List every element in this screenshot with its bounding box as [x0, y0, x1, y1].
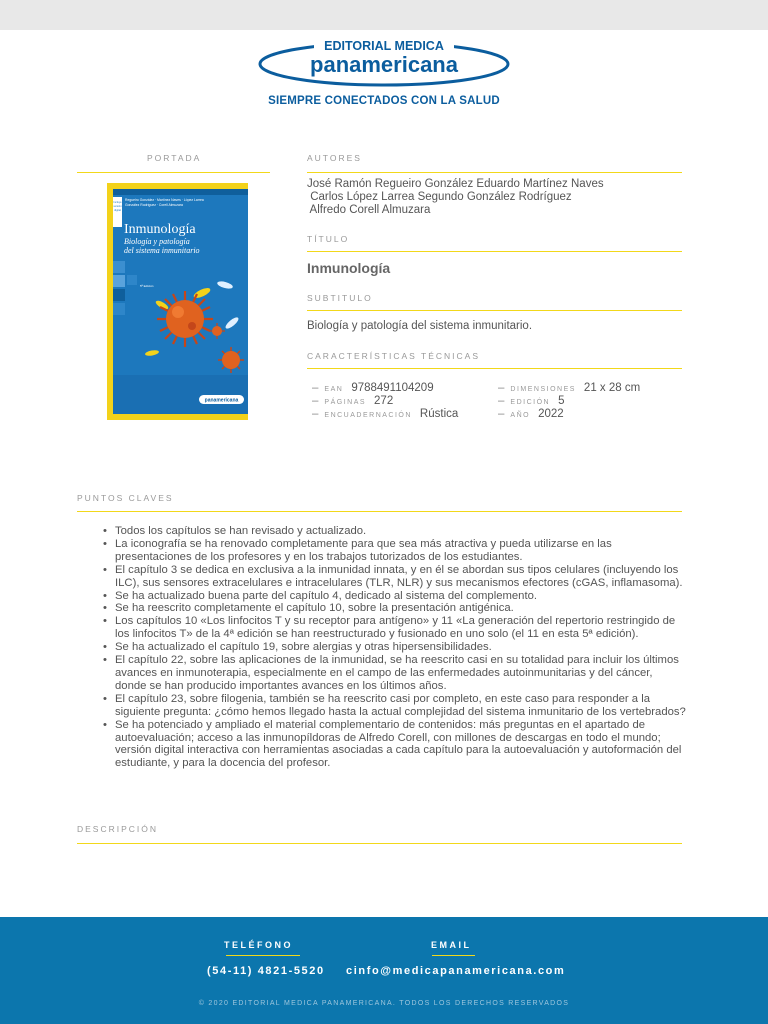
label-descripcion: DESCRIPCIÓN	[77, 824, 159, 834]
spec-paginas: – PÁGINAS 272	[312, 395, 394, 407]
author-line: Alfredo Corell Almuzara	[307, 204, 431, 216]
spec-ean: – EAN 9788491104209	[312, 382, 434, 394]
cover-edition: 5ª Edición	[140, 284, 154, 288]
cover-subtitle-2: del sistema inmunitario	[124, 246, 200, 255]
spec-encuadernacion: – ENCUADERNACIÓN Rústica	[312, 408, 459, 420]
key-points-list	[77, 525, 687, 770]
cover-publisher: panamericana	[204, 397, 239, 404]
footer-underline	[226, 955, 300, 956]
list-item: • Se ha actualizado buena parte del capítulo 4, dedicado al sistema del complemento.	[77, 590, 687, 603]
list-item: • Se ha potenciado y ampliado el material complementario de contenidos: más preguntas en el apartado de autoevaluación; acceso a las inmunopíldoras de Alfredo Corell, con millones de descargas en todo el mundo; versión digital interactiva con herramientas asociadas a cada capítulo para la autoevaluación y autoformación del estudiante, y para la docencia del profesor.	[77, 719, 687, 771]
footer-underline	[432, 955, 475, 956]
tagline: SIEMPRE CONECTADOS CON LA SALUD	[268, 95, 500, 107]
list-item: • El capítulo 23, sobre filogenia, también se ha reescrito casi por completo, en este caso para responder a la siguiente pregunta: ¿cómo hemos llegado hasta la actual complejidad del sistema inmunitario de los vertebrados?	[77, 693, 687, 719]
label-titulo: TÍTULO	[307, 234, 350, 244]
book-authors	[307, 178, 677, 217]
spec-anio-value: 2022	[538, 408, 564, 420]
cover-subtitle-1: Biología y patología	[124, 237, 190, 246]
logo-line1: EDITORIAL MEDICA	[324, 39, 444, 53]
divider	[77, 172, 270, 173]
spec-paginas-value: 272	[374, 395, 394, 407]
label-portada: PORTADA	[147, 153, 202, 163]
footer-copyright: © 2020 EDITORIAL MEDICA PANAMERICANA. TODOS LOS DERECHOS RESERVADOS	[198, 1000, 570, 1007]
author-line: Carlos López Larrea Segundo González Rodríguez	[307, 191, 572, 203]
list-item: • La iconografía se ha renovado completamente para que sea más atractiva y pueda utilizarse en las presentaciones de los profesores y en los trabajos tutorizados de los estudiantes.	[77, 538, 687, 564]
label-caracteristicas: CARACTERÍSTICAS TÉCNICAS	[307, 351, 481, 361]
divider	[307, 368, 682, 369]
label-autores: AUTORES	[307, 153, 362, 163]
cover-title: Inmunología	[124, 222, 196, 237]
cover-authors: Regueiro González · Martínez Naves · López Larrea	[125, 198, 204, 202]
spec-dimensiones: – DIMENSIONES 21 x 28 cm	[498, 382, 641, 394]
book-title: Inmunología	[307, 260, 391, 276]
top-bar	[0, 0, 768, 30]
cover-badge-3: digital	[114, 209, 121, 212]
footer-telefono-link[interactable]: (54-11) 4821-5520	[207, 965, 325, 977]
publisher-logo[interactable]	[256, 38, 512, 88]
logo-line2: panamericana	[310, 52, 458, 77]
footer-email-label: EMAIL	[431, 940, 472, 950]
cover-badge-1: Incluye	[113, 201, 122, 204]
divider	[77, 843, 682, 844]
book-cover-image[interactable]	[107, 183, 248, 420]
spec-edicion-value: 5	[558, 395, 565, 407]
list-item: • El capítulo 22, sobre las aplicaciones de la inmunidad, se ha reescrito casi en su totalidad para incluir los últimos avances en inmunoterapia, especialmente en el campo de las enfermedades autoinmunitarias y del cáncer, donde se han producido importantes avances en los últimos años.	[77, 654, 687, 693]
label-puntos-claves: PUNTOS CLAVES	[77, 493, 174, 503]
divider	[307, 251, 682, 252]
divider	[307, 310, 682, 311]
spec-anio: – AÑO 2022	[498, 408, 564, 420]
list-item: • Todos los capítulos se han revisado y actualizado.	[77, 525, 687, 538]
spec-edicion: – EDICIÓN 5	[498, 395, 565, 407]
label-subtitulo: SUBTITULO	[307, 293, 373, 303]
spec-encuadernacion-value: Rústica	[419, 408, 459, 420]
cover-authors-2: González Rodríguez · Corell Almuzara	[125, 203, 183, 207]
footer-telefono-label: TELÉFONO	[224, 940, 293, 950]
divider	[307, 172, 682, 173]
author-line: José Ramón Regueiro González Eduardo Martínez Naves	[307, 178, 604, 190]
list-item: • El capítulo 3 se dedica en exclusiva a la inmunidad innata, y en él se abordan sus tipos celulares (incluyendo los ILC), sus sensores extracelulares e intracelulares (TLR, NLR) y sus mecanismos efectores (cGAS, inflamasoma).	[77, 564, 687, 590]
spec-ean-value: 9788491104209	[351, 382, 434, 394]
list-item: • Se ha reescrito completamente el capítulo 10, sobre la presentación antigénica.	[77, 602, 687, 615]
cover-badge-2: versión	[113, 205, 122, 208]
list-item: • Se ha actualizado el capítulo 19, sobre alergias y otras hipersensibilidades.	[77, 641, 687, 654]
divider	[77, 511, 682, 512]
spec-dimensiones-value: 21 x 28 cm	[583, 382, 641, 394]
book-subtitle: Biología y patología del sistema inmunitario.	[307, 320, 533, 332]
footer-email-link[interactable]: cinfo@medicapanamericana.com	[346, 965, 566, 977]
list-item: • Los capítulos 10 «Los linfocitos T y su receptor para antígeno» y 11 «La generación del repertorio restringido de los linfocitos T» de la 4ª edición se han reestructurado y fusionado en uno solo (el 11 en esta 5ª edición).	[77, 615, 687, 641]
